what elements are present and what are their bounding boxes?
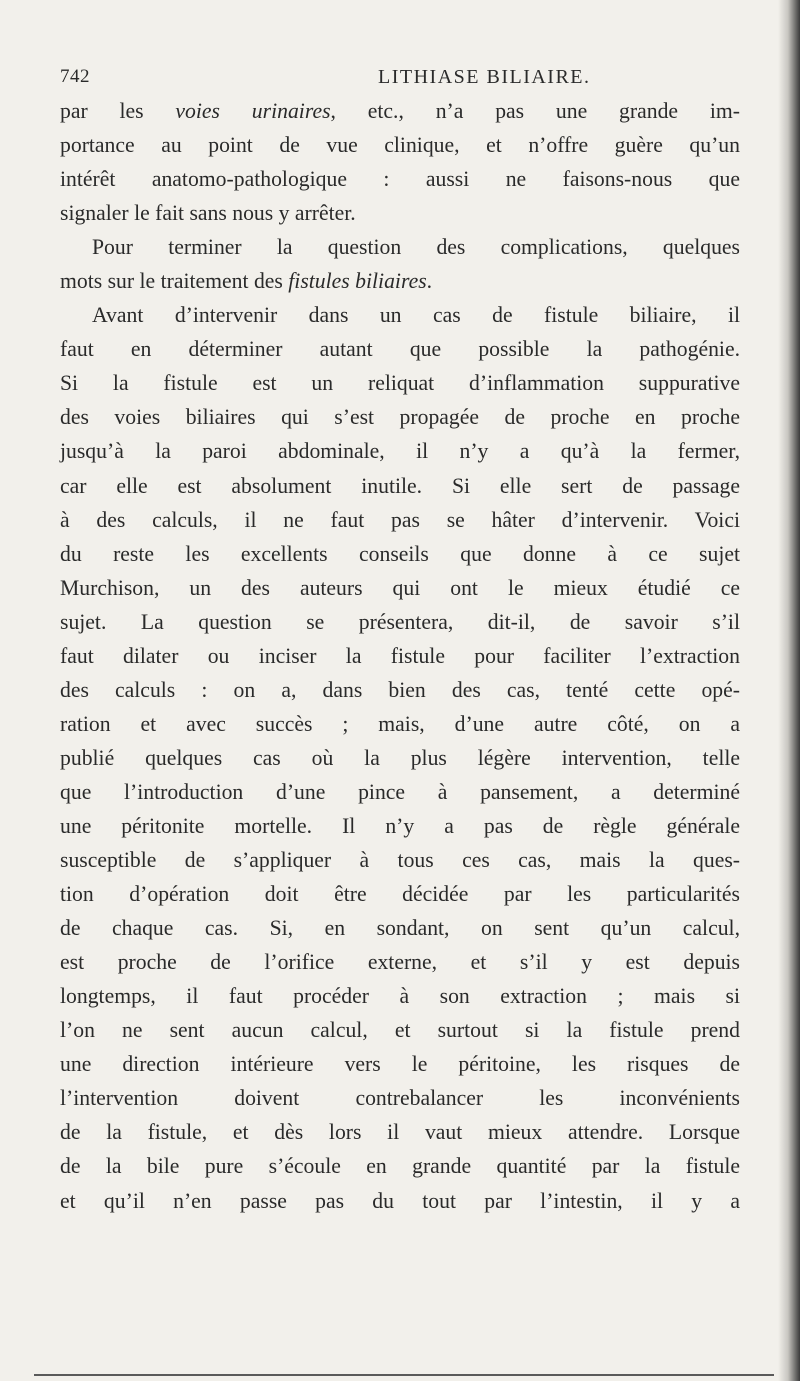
- text-line: [60, 639, 740, 673]
- text-line: [60, 196, 740, 230]
- text-line: [60, 911, 740, 945]
- text-line: [60, 1184, 740, 1218]
- text-line: [60, 469, 740, 503]
- text-segment: du reste les excellents conseils que donne à ce sujet: [60, 541, 740, 566]
- text-line: [60, 877, 740, 911]
- text-segment: tion d’opération doit être décidée par les particularités: [60, 882, 740, 907]
- text-segment: Avant d’intervenir dans un cas de fistule biliaire, il: [92, 303, 740, 328]
- text-segment: .: [426, 269, 433, 294]
- body-text: [60, 94, 740, 1218]
- text-line: [60, 741, 740, 775]
- text-line: [60, 366, 740, 400]
- page-header: [58, 66, 758, 96]
- text-line: [60, 775, 740, 809]
- italic-text: voies urinaires: [175, 99, 331, 123]
- text-line: [60, 571, 740, 605]
- text-segment: l’on ne sent aucun calcul, et surtout si la fistule prend: [60, 1018, 740, 1043]
- text-segment: ration et avec succès ; mais, d’une autre côté, on a: [60, 711, 740, 736]
- text-segment: Si la fistule est un reliquat d’inflammation suppurative: [60, 371, 740, 396]
- italic-text: fistules biliaires: [288, 269, 427, 294]
- text-line: [60, 94, 740, 128]
- text-line: [60, 162, 740, 196]
- running-title: LITHIASE BILIAIRE.: [378, 66, 591, 88]
- page-number: 742: [60, 66, 90, 87]
- text-line: [60, 332, 740, 366]
- text-line: [60, 230, 740, 264]
- text-segment: mots sur le traitement des: [60, 269, 289, 294]
- text-segment: portance au point de vue clinique, et n’offre guère qu’un: [60, 133, 740, 158]
- text-segment: l’intervention doivent contrebalancer les inconvénients: [60, 1086, 740, 1111]
- text-line: [60, 707, 740, 741]
- text-segment: faut en déterminer autant que possible la pathogénie.: [60, 337, 740, 362]
- text-segment: des voies biliaires qui s’est propagée de proche en proche: [60, 405, 740, 430]
- text-segment: Murchison, un des auteurs qui ont le mieux étudié ce: [60, 575, 740, 600]
- text-segment: et qu’il n’en passe pas du tout par l’intestin, il y a: [60, 1188, 740, 1213]
- text-segment: , etc., n’a pas une grande im-: [330, 99, 740, 123]
- text-line: [60, 128, 740, 162]
- text-segment: susceptible de s’appliquer à tous ces cas, mais la ques-: [60, 848, 740, 873]
- page-edge-shadow: [778, 0, 800, 1381]
- text-segment: de la fistule, et dès lors il vaut mieux attendre. Lorsque: [60, 1120, 740, 1145]
- text-segment: par les: [60, 99, 176, 123]
- text-segment: intérêt anatomo-pathologique : aussi ne faisons-nous que: [60, 167, 740, 192]
- text-line: [60, 1115, 740, 1149]
- text-segment: signaler le fait sans nous y arrêter.: [60, 201, 356, 226]
- text-segment: faut dilater ou inciser la fistule pour faciliter l’extraction: [60, 643, 740, 668]
- text-segment: publié quelques cas où la plus légère intervention, telle: [60, 745, 740, 770]
- text-segment: à des calculs, il ne faut pas se hâter d’intervenir. Voici: [60, 507, 740, 532]
- text-segment: car elle est absolument inutile. Si elle sert de passage: [60, 473, 740, 498]
- text-segment: sujet. La question se présentera, dit-il, de savoir s’il: [60, 609, 740, 634]
- text-line: [60, 1149, 740, 1183]
- text-segment: de la bile pure s’écoule en grande quantité par la fistule: [60, 1154, 740, 1179]
- text-line: [60, 673, 740, 707]
- text-line: [60, 264, 740, 298]
- text-line: [60, 1047, 740, 1081]
- text-segment: Pour terminer la question des complications, quelques: [92, 235, 740, 260]
- text-line: [60, 979, 740, 1013]
- text-line: [60, 1013, 740, 1047]
- text-segment: une péritonite mortelle. Il n’y a pas de règle générale: [60, 813, 740, 838]
- text-line: [60, 1081, 740, 1115]
- text-line: [60, 400, 740, 434]
- text-segment: jusqu’à la paroi abdominale, il n’y a qu’à la fermer,: [60, 439, 740, 464]
- text-line: [60, 503, 740, 537]
- text-segment: est proche de l’orifice externe, et s’il y est depuis: [60, 950, 740, 975]
- text-segment: que l’introduction d’une pince à pansement, a determiné: [60, 779, 740, 804]
- text-segment: de chaque cas. Si, en sondant, on sent qu’un calcul,: [60, 916, 740, 941]
- text-line: [60, 945, 740, 979]
- text-line: [60, 809, 740, 843]
- text-line: [60, 434, 740, 468]
- text-line: [60, 298, 740, 332]
- bottom-rule: [34, 1374, 774, 1376]
- text-segment: des calculs : on a, dans bien des cas, tenté cette opé-: [60, 677, 740, 702]
- text-segment: une direction intérieure vers le péritoine, les risques de: [60, 1052, 740, 1077]
- text-line: [60, 843, 740, 877]
- text-line: [60, 605, 740, 639]
- text-line: [60, 537, 740, 571]
- text-segment: longtemps, il faut procéder à son extraction ; mais si: [60, 984, 740, 1009]
